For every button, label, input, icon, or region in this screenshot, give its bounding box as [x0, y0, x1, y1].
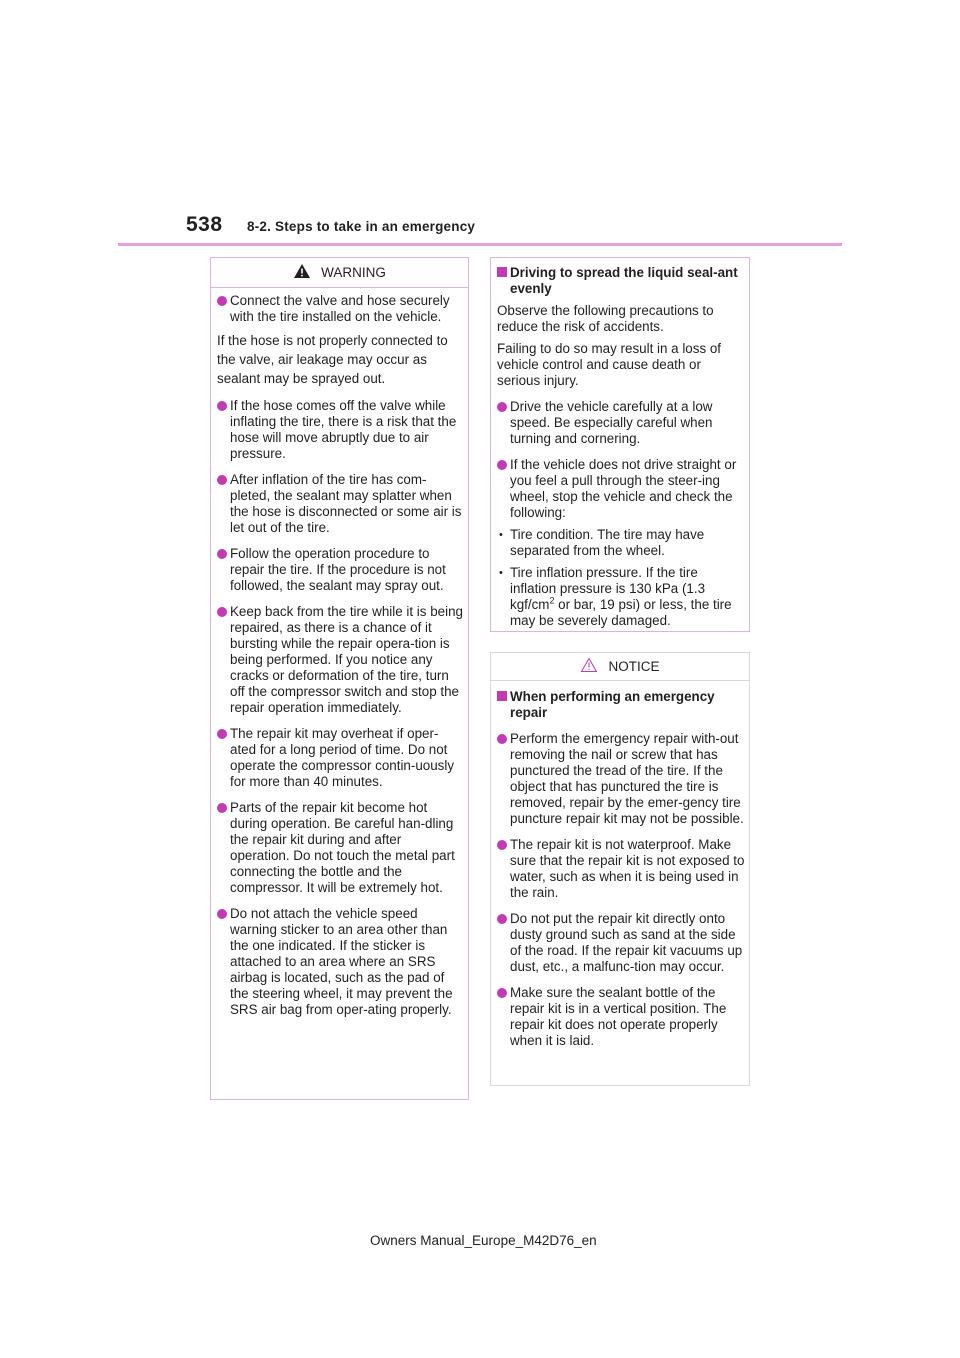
- notice-bullet: Make sure the sealant bottle of the repair kit is in a vertical position. The repair kit does not operate properly when it is laid.: [497, 985, 745, 1049]
- dash-text: or bar, 19 psi) or less, the tire may be severely damaged.: [510, 597, 732, 628]
- warning-header: [211, 258, 468, 288]
- warning-title: WARNING: [321, 264, 386, 280]
- header-rule: [118, 243, 842, 246]
- warning-bullet: If the hose comes off the valve while inflating the tire, there is a risk that the hose will move abruptly due to air pressure.: [217, 398, 464, 462]
- driving-body: [491, 258, 749, 635]
- warning-bullet: Do not attach the vehicle speed warning sticker to an area other than the one indicated. If the sticker is attached to an area where an SRS airbag is located, such as the pad of the steering wheel, it may prevent the SRS air bag from oper-ating properly.: [217, 906, 464, 1018]
- warning-box: [210, 257, 469, 1100]
- driving-bullet: Drive the vehicle carefully at a low speed. Be especially careful when turning and cornering.: [497, 399, 745, 447]
- page-number: 538: [186, 213, 223, 236]
- notice-bullet: Do not put the repair kit directly onto dusty ground such as sand at the side of the road. If the repair kit vacuums up dust, etc., a malfunc-tion may occur.: [497, 911, 745, 975]
- driving-dash-item: [497, 565, 745, 629]
- notice-heading: When performing an emergency repair: [497, 689, 745, 721]
- warning-bullet: Keep back from the tire while it is being repaired, as there is a chance of it bursting while the repair opera-tion is being performed. If you notice any cracks or deformation of the tire, turn off the compressor switch and stop the repair operation immediately.: [217, 604, 464, 716]
- dash-text: Tire inflation pressure. If the tire inflation pressure is 130 kPa (1.3 kgf/cm: [510, 565, 706, 612]
- footer-text: Owners Manual_Europe_M42D76_en: [370, 1233, 597, 1248]
- driving-paragraph: Observe the following precautions to reduce the risk of accidents.: [497, 303, 714, 334]
- warning-bullet: Parts of the repair kit become hot during operation. Be careful han-dling the repair kit during and after operation. Do not touch the metal part connecting the bottle and the compressor. It will be extremely hot.: [217, 800, 464, 896]
- superscript: 2: [549, 595, 555, 606]
- driving-heading: Driving to spread the liquid seal-ant evenly: [497, 265, 745, 297]
- warning-triangle-icon: [293, 263, 311, 283]
- driving-bullet: If the vehicle does not drive straight or you feel a pull through the steer-ing wheel, stop the vehicle and check the following:: [497, 457, 745, 521]
- notice-bullet: The repair kit is not waterproof. Make sure that the repair kit is not exposed to water, such as when it is being used in the rain.: [497, 837, 745, 901]
- notice-header: [491, 653, 749, 681]
- driving-paragraph: Failing to do so may result in a loss of vehicle control and cause death or serious injury.: [497, 341, 722, 388]
- warning-bullet: Connect the valve and hose securely with the tire installed on the vehicle.: [217, 293, 464, 325]
- warning-body: [211, 288, 468, 1024]
- notice-bullet: Perform the emergency repair with-out removing the nail or screw that has punctured the tread of the tire. If the object that has punctured the tire is removed, repair by the emer-gency tire puncture repair kit may not be possible.: [497, 731, 745, 827]
- driving-box: [490, 257, 750, 632]
- warning-paragraph: If the hose is not properly connected to the valve, air leakage may occur as sealant may be sprayed out.: [217, 333, 448, 386]
- driving-dash-item: • Tire condition. The tire may have separated from the wheel.: [497, 527, 745, 559]
- notice-triangle-icon: [580, 657, 598, 677]
- warning-bullet: After inflation of the tire has com-pleted, the sealant may splatter when the hose is disconnected or some air is let out of the tire.: [217, 472, 464, 536]
- notice-body: [491, 681, 749, 1055]
- notice-box: [490, 652, 750, 1086]
- notice-title: NOTICE: [608, 658, 660, 674]
- warning-bullet: The repair kit may overheat if oper-ated for a long period of time. Do not operate the compressor contin-uously for more than 40 minutes.: [217, 726, 464, 790]
- warning-bullet: Follow the operation procedure to repair the tire. If the procedure is not followed, the sealant may spray out.: [217, 546, 464, 594]
- section-title: 8-2. Steps to take in an emergency: [247, 219, 476, 234]
